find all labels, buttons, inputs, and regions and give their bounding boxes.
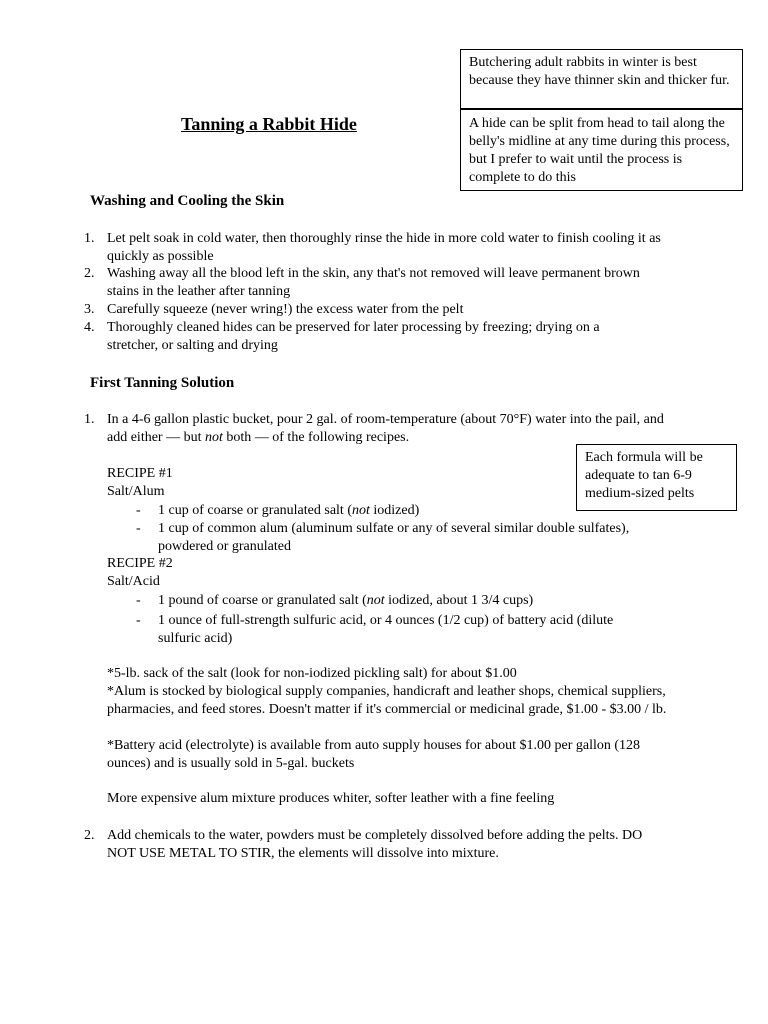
list-text: Thoroughly cleaned hides can be preserved for later processing by freezing; drying on a stretcher, or salting and drying <box>107 320 600 353</box>
list-number: 2. <box>84 828 95 843</box>
recipe-1-item-emphasis: not <box>351 503 370 518</box>
bullet-dash: - <box>136 613 141 628</box>
list-text: Washing away all the blood left in the skin, any that's not removed will leave permanent brown stains in the leather after tanning <box>107 266 640 299</box>
footnote-acid: *Battery acid (electrolyte) is available from auto supply houses for about $1.00 per gallon (128 ounces) and is usually sold in 5-gal. buckets <box>107 738 641 771</box>
recipe-1-item-b: iodized) <box>369 503 420 518</box>
alum-note: More expensive alum mixture produces whiter, softer leather with a fine feeling <box>107 791 555 806</box>
bullet-dash: - <box>136 593 141 608</box>
list-number: 2. <box>84 266 95 281</box>
recipe-1-name: Salt/Alum <box>107 484 165 499</box>
list-number: 3. <box>84 302 95 317</box>
note-formula-text: Each formula will be adequate to tan 6-9 medium-sized pelts <box>585 450 703 501</box>
note-winter-text: Butchering adult rabbits in winter is best because they have thinner skin and thicker fur. <box>469 55 730 88</box>
recipe-2-name: Salt/Acid <box>107 574 160 589</box>
step1-text-a: In a 4-6 gallon plastic bucket, pour 2 gal. of room-temperature (about 70°F) water into the pail, and add either — but <box>107 412 664 445</box>
step1-emphasis: not <box>204 430 223 445</box>
note-split <box>460 109 743 191</box>
recipe-1-label: RECIPE #1 <box>107 466 173 481</box>
recipe-2-item <box>158 592 678 610</box>
footnote-salt: *5-lb. sack of the salt (look for non-iodized pickling salt) for about $1.00 <box>107 666 517 681</box>
footnote-alum: *Alum is stocked by biological supply companies, handicraft and leather shops, chemical suppliers, pharmacies, and feed stores. Doesn't matter if it's commercial or medicinal grade, $1.00 - $3.00 / lb. <box>107 684 667 717</box>
section-heading-washing: Washing and Cooling the Skin <box>90 193 285 209</box>
note-formula <box>576 444 737 511</box>
recipe-2-label: RECIPE #2 <box>107 556 173 571</box>
recipe-2-item-a: 1 pound of coarse or granulated salt ( <box>158 593 367 608</box>
note-winter <box>460 49 743 109</box>
list-number: 1. <box>84 231 95 246</box>
recipe-1-item <box>158 502 678 520</box>
recipe-2-item-b: iodized, about 1 3/4 cups) <box>384 593 534 608</box>
section-heading-tanning: First Tanning Solution <box>90 375 235 391</box>
list-text: Carefully squeeze (never wring!) the excess water from the pelt <box>107 302 464 317</box>
step1-text-b: both — of the following recipes. <box>222 430 410 445</box>
recipe-1-item-a: 1 cup of coarse or granulated salt ( <box>158 503 352 518</box>
list-text: Add chemicals to the water, powders must be completely dissolved before adding the pelts. DO NOT USE METAL TO STIR, the elements will dissolve into mixture. <box>107 828 643 861</box>
bullet-dash: - <box>136 503 141 518</box>
list-number: 4. <box>84 320 95 335</box>
page-title: Tanning a Rabbit Hide <box>181 114 357 134</box>
recipe-2-item-emphasis: not <box>366 593 385 608</box>
recipe-1-item: 1 cup of common alum (aluminum sulfate or any of several similar double sulfates), powdered or granulated <box>158 521 630 554</box>
list-text <box>107 411 667 447</box>
bullet-dash: - <box>136 521 141 536</box>
note-split-text: A hide can be split from head to tail along the belly's midline at any time during this process, but I prefer to wait until the process is complete to do this <box>469 116 730 185</box>
list-text: Let pelt soak in cold water, then thoroughly rinse the hide in more cold water to finish cooling it as quickly as possible <box>107 231 661 264</box>
list-number: 1. <box>84 412 95 427</box>
recipe-2-item: 1 ounce of full-strength sulfuric acid, or 4 ounces (1/2 cup) of battery acid (dilute sulfuric acid) <box>158 613 614 646</box>
